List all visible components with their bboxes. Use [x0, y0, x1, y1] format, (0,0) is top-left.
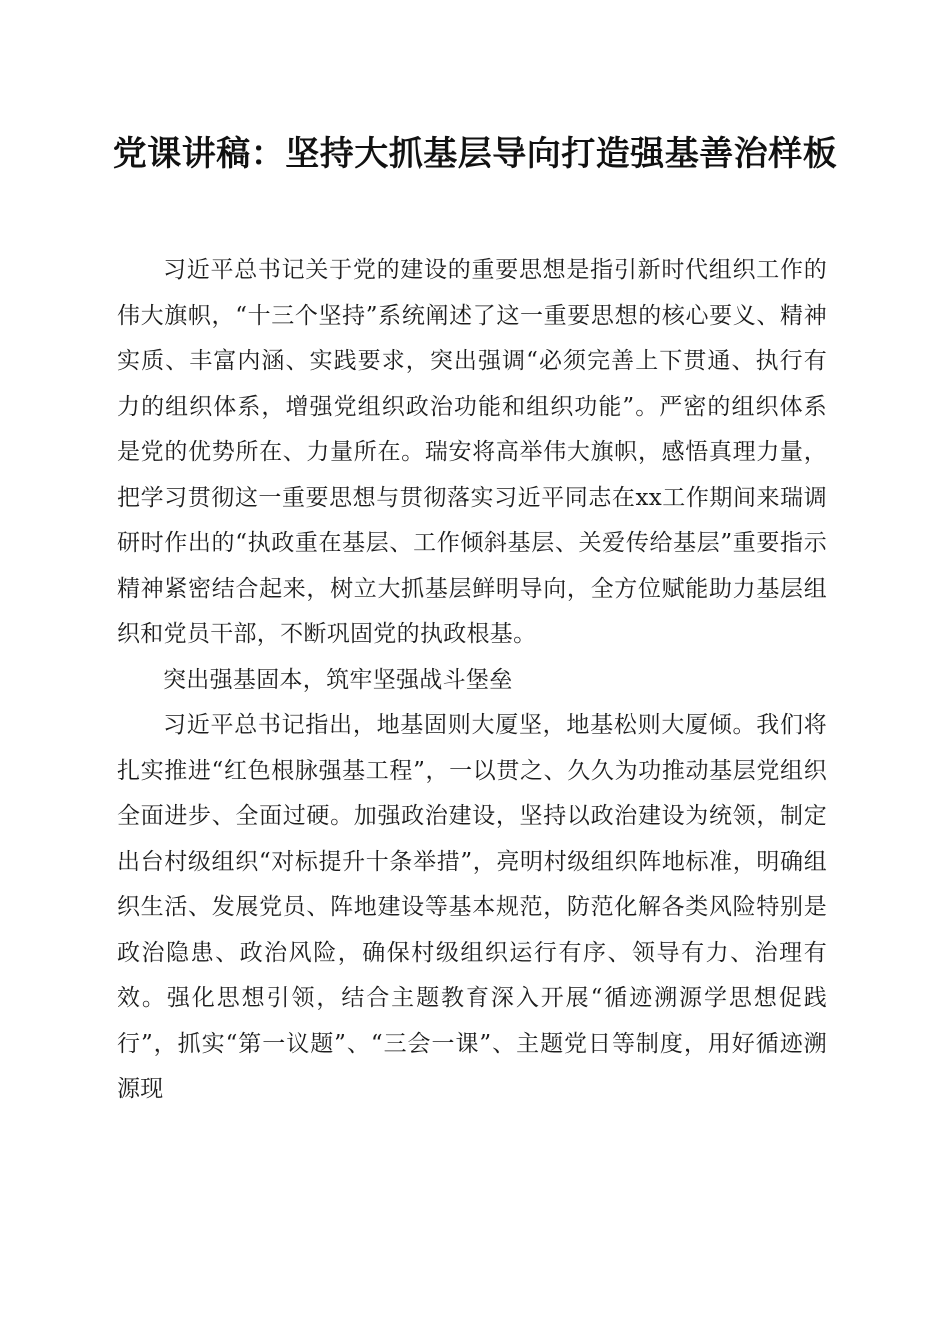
paragraph-section-1: 习近平总书记指出，地基固则大厦坚，地基松则大厦倾。我们将扎实推进“红色根脉强基工程”，一以贯之、久久为功推动基层党组织全面进步、全面过硬。加强政治建设，坚持以政治建设为统领，制定出台村级组织“对标提升十条举措”，亮明村级组织阵地标准，明确组织生活、发展党员、阵地建设等基本规范，防范化解各类风险特别是政治隐患、政治风险，确保村级组织运行有序、领导有力、治理有效。强化思想引领，结合主题教育深入开展“循迹溯源学思想促践行”，抓实“第一议题”、“三会一课”、主题党日等制度，用好循迹溯源现 [117, 712, 827, 1102]
document-title: 党课讲稿：坚持大抓基层导向打造强基善治样板 [112, 134, 838, 174]
document-body [117, 248, 827, 1113]
section-heading: 突出强基固本，筑牢坚强战斗堡垒 [163, 666, 513, 693]
paragraph-intro: 习近平总书记关于党的建设的重要思想是指引新时代组织工作的伟大旗帜，“十三个坚持”系统阐述了这一重要思想的核心要义、精神实质、丰富内涵、实践要求，突出强调“必须完善上下贯通、执行有力的组织体系，增强党组织政治功能和组织功能”。严密的组织体系是党的优势所在、力量所在。瑞安将高举伟大旗帜，感悟真理力量，把学习贯彻这一重要思想与贯彻落实习近平同志在xx工作期间来瑞调研时作出的“执政重在基层、工作倾斜基层、关爱传给基层”重要指示精神紧密结合起来，树立大抓基层鲜明导向，全方位赋能助力基层组织和党员干部，不断巩固党的执政根基。 [117, 257, 827, 647]
